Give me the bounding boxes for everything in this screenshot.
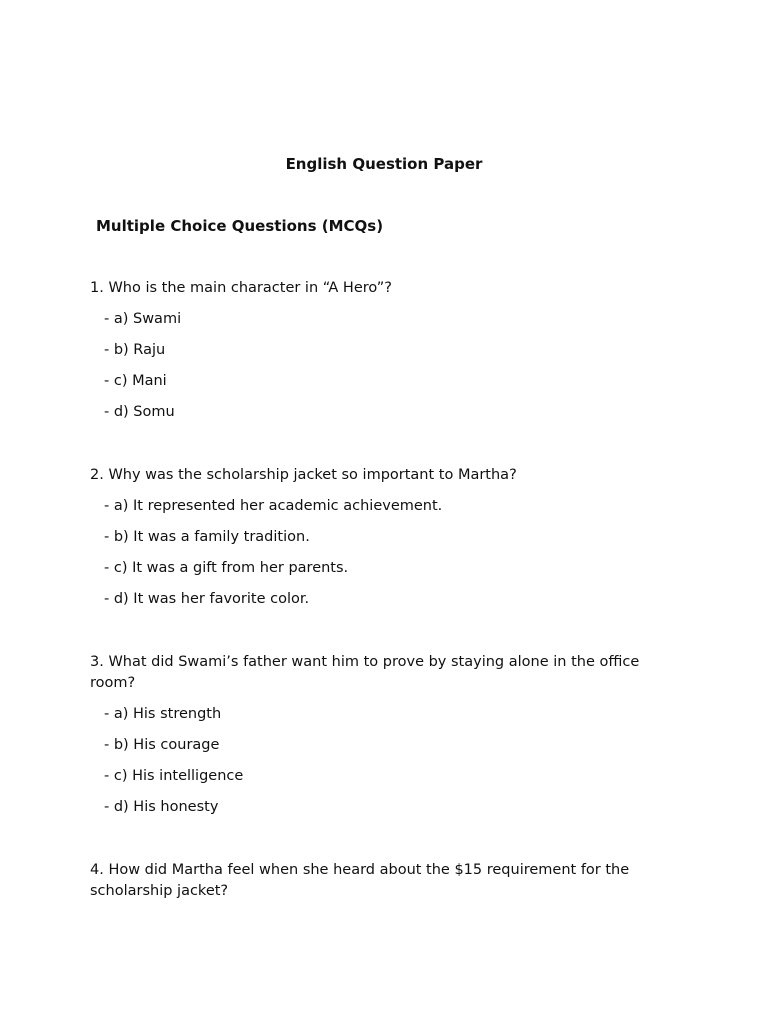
question-2	[90, 465, 680, 610]
question-2-option-b: - b) It was a family tradition.	[104, 529, 310, 545]
question-2-option-a: - a) It represented her academic achievement.	[104, 498, 443, 514]
question-1-option-c: - c) Mani	[104, 373, 167, 389]
question-2-option-d: - d) It was her favorite color.	[104, 591, 310, 607]
question-1-option-b: - b) Raju	[104, 342, 166, 358]
question-3	[90, 652, 680, 818]
question-1-option-a: - a) Swami	[104, 311, 182, 327]
question-3-option-b: - b) His courage	[104, 737, 220, 753]
question-3-option-a: - a) His strength	[104, 706, 222, 722]
question-2-option-c: - c) It was a gift from her parents.	[104, 560, 349, 576]
question-1	[90, 278, 680, 423]
question-3-option-c: - c) His intelligence	[104, 768, 244, 784]
question-3-text: 3. What did Swami’s father want him to prove by staying alone in the office room?	[90, 654, 640, 691]
question-1-text: 1. Who is the main character in “A Hero”?	[90, 280, 392, 296]
page-title: English Question Paper	[285, 155, 483, 173]
question-3-option-d: - d) His honesty	[104, 799, 219, 815]
question-4-text: 4. How did Martha feel when she heard about the $15 requirement for the scholarship jacket?	[90, 862, 630, 899]
question-4	[90, 860, 680, 902]
section-heading-mcqs: Multiple Choice Questions (MCQs)	[96, 217, 384, 235]
question-1-option-d: - d) Somu	[104, 404, 175, 420]
question-2-text: 2. Why was the scholarship jacket so important to Martha?	[90, 467, 517, 483]
